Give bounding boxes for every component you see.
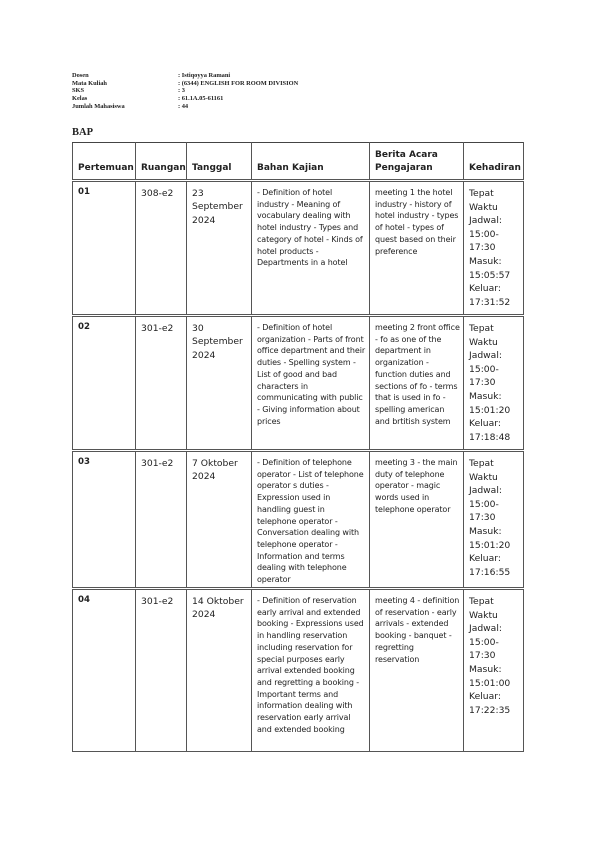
cell-tanggal: 30 September 2024	[187, 316, 252, 451]
cell-ruangan: 301-e2	[136, 316, 187, 451]
header-pertemuan: Pertemuan	[73, 143, 136, 181]
cell-pertemuan: 04	[73, 589, 136, 752]
cell-kehadiran: Tepat Waktu Jadwal: 15:00-17:30 Masuk: 15:01:00 Keluar: 17:22:35	[464, 589, 524, 752]
info-value: : 61.1A.05-61161	[178, 95, 224, 103]
info-label: SKS	[72, 87, 85, 95]
info-value: : 3	[178, 87, 185, 95]
info-label: Mata Kuliah	[72, 79, 107, 87]
cell-ruangan: 301-e2	[136, 589, 187, 752]
cell-pertemuan: 02	[73, 316, 136, 451]
cell-kehadiran: Tepat Waktu Jadwal: 15:00-17:30 Masuk: 15:01:20 Keluar: 17:16:55	[464, 451, 524, 589]
table-header-row	[73, 143, 524, 181]
info-label: Dosen	[72, 72, 89, 79]
header-berita-acara: Berita Acara Pengajaran	[370, 143, 464, 181]
info-row-jumlah-mahasiswa	[72, 103, 298, 111]
cell-pertemuan: 03	[73, 451, 136, 589]
cell-bahan-kajian: - Definition of hotel industry - Meaning of vocabulary dealing with hotel industry - Types and category of hotel - Kinds of hotel products - Departments in a hotel	[252, 181, 370, 316]
cell-tanggal: 14 Oktober 2024	[187, 589, 252, 752]
bap-table	[72, 142, 524, 752]
table-row	[73, 181, 524, 316]
info-row-mata-kuliah	[72, 80, 298, 88]
cell-berita-acara: meeting 2 front office - fo as one of the department in organization - function duties and sections of fo - terms that is used in fo - spelling american and brtitish system	[370, 316, 464, 451]
table-row	[73, 316, 524, 451]
cell-berita-acara: meeting 3 - the main duty of telephone operator - magic words used in telephone operator	[370, 451, 464, 589]
cell-kehadiran: Tepat Waktu Jadwal: 15:00-17:30 Masuk: 15:01:20 Keluar: 17:18:48	[464, 316, 524, 451]
header-bahan-kajian: Bahan Kajian	[252, 143, 370, 181]
header-kehadiran: Kehadiran	[464, 143, 524, 181]
info-row-kelas	[72, 95, 298, 103]
info-value: : 44	[178, 102, 189, 110]
cell-ruangan: 308-e2	[136, 181, 187, 316]
info-value: : (6344) ENGLISH FOR ROOM DIVISION	[178, 79, 299, 87]
section-title: BAP	[72, 127, 93, 138]
cell-bahan-kajian: - Definition of telephone operator - List of telephone operator s duties - Expression used in handling guest in telephone operator - Conversation dealing with telephone operator - Information and terms dealing with telephone operator	[252, 451, 370, 589]
cell-ruangan: 301-e2	[136, 451, 187, 589]
cell-berita-acara: meeting 4 - definition of reservation - early arrivals - extended booking - banquet - regretting reservation	[370, 589, 464, 752]
table-row	[73, 589, 524, 752]
cell-pertemuan: 01	[73, 181, 136, 316]
info-row-dosen	[72, 72, 298, 80]
cell-tanggal: 23 September 2024	[187, 181, 252, 316]
cell-bahan-kajian: - Definition of hotel organization - Parts of front office department and their duties - Spelling system - List of good and bad characters in communicating with public - Giving information about prices	[252, 316, 370, 451]
header-tanggal: Tanggal	[187, 143, 252, 181]
cell-tanggal: 7 Oktober 2024	[187, 451, 252, 589]
table-row	[73, 451, 524, 589]
cell-kehadiran: Tepat Waktu Jadwal: 15:00-17:30 Masuk: 15:05:57 Keluar: 17:31:52	[464, 181, 524, 316]
info-label: Jumlah Mahasiswa	[72, 102, 125, 110]
cell-berita-acara: meeting 1 the hotel industry - history of hotel industry - types of hotel - types of quest based on their preference	[370, 181, 464, 316]
info-row-sks	[72, 87, 298, 95]
cell-bahan-kajian: - Definition of reservation early arrival and extended booking - Expressions used in handling reservation including reservation for special purposes early arrival extended booking and regretting a booking - Important terms and information dealing with reservation early arrival and extended booking	[252, 589, 370, 752]
header-ruangan: Ruangan	[136, 143, 187, 181]
info-label: Kelas	[72, 95, 88, 103]
info-value: : Istiqoyya Ramani	[178, 72, 231, 79]
course-info	[72, 72, 298, 111]
